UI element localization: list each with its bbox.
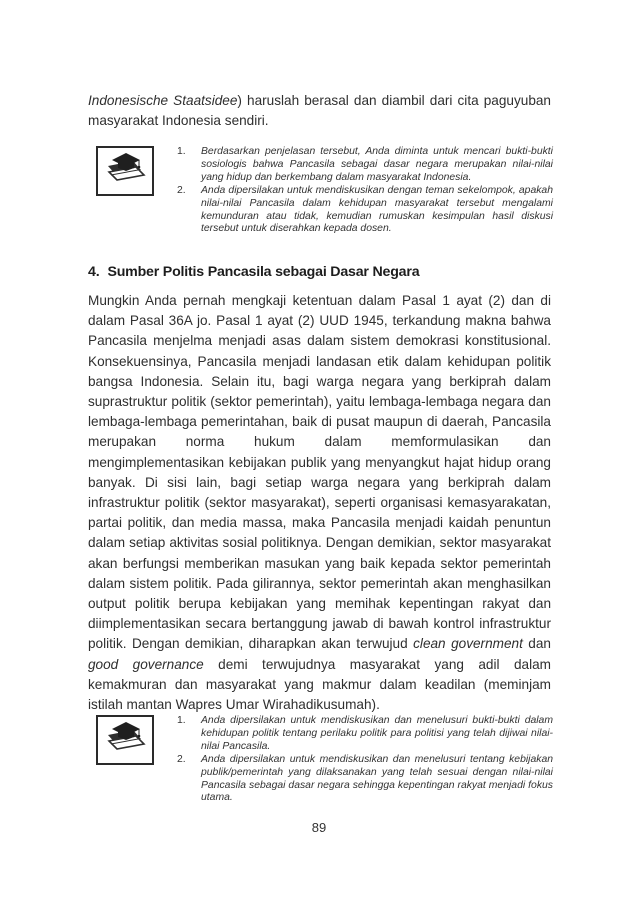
body-text-part-1: Mungkin Anda pernah mengkaji ketentuan dalam Pasal 1 ayat (2) dan di dalam Pasal 36A jo. Pasal 1 ayat (2) UUD 1945, terkandung makna bahwa Pancasila menjelma menjadi asas dalam sistem demokrasi konstitusional. Konsekuensinya, Pancasila menjadi landasan etik dalam kehidupan politik bangsa Indonesia. Selain itu, bagi warga negara yang berkiprah dalam suprastruktur politik (sektor pemerintah), yaitu lembaga-lembaga negara dan lembaga-lembaga pemerintahan, baik di pusat maupun di daerah, Pancasila merupakan norma hukum dalam memformulasikan dan mengimplementasikan kebijakan publik yang menyangkut hajat hidup orang banyak. Di sisi lain, bagi setiap warga negara yang berkiprah dalam infrastruktur politik (sektor masyarakat), seperti organisasi kemasyarakatan, partai politik, dan media massa, maka Pancasila menjadi kaidah penuntun dalam setiap aktivitas sosial politiknya. Dengan demikian, sektor masyarakat akan berfungsi memberikan masukan yang baik kepada sektor pemerintah dalam sistem politik. Pada gilirannya, sektor pemerintah akan menghasilkan output politik berupa kebijakan yang memihak kepentingan rakyat dan diimplementasikan secara bertanggung jawab di bawah kontrol infrastruktur politik. Dengan demikian, diharapkan akan terwujud <box>88 293 551 652</box>
page-number: 89 <box>311 820 327 835</box>
italic-term-good-governance: good governance <box>88 656 204 672</box>
list-item <box>177 715 553 754</box>
italic-term-clean-government: clean government <box>413 636 523 652</box>
list-item-text: Anda dipersilakan untuk mendiskusikan dengan teman sekelompok, apakah nilai-nilai Pancasila dalam kehidupan masyarakat tersebut mengalami kemunduran atau tidak, kemudian rumuskan kesimpulan hasil diskusi tersebut untuk diserahkan kepada dosen. <box>201 184 553 235</box>
graduation-cap-on-book-icon <box>96 146 154 196</box>
list-item <box>177 146 553 185</box>
list-item-number: 2. <box>177 184 186 196</box>
activity-2-list <box>177 715 553 805</box>
intro-paragraph <box>88 91 551 131</box>
list-item-number: 2. <box>177 753 186 765</box>
graduation-cap-on-book-icon <box>96 715 154 765</box>
intro-italic-term: Indonesische Staatsidee <box>88 93 238 108</box>
section-title-text: Sumber Politis Pancasila sebagai Dasar Negara <box>107 264 420 280</box>
list-item-text: Berdasarkan penjelasan tersebut, Anda diminta untuk mencari bukti-bukti sosiologis bahwa Pancasila sebagai dasar negara merupakan nilai-nilai yang hidup dan berkembang dalam masyarakat Indonesia. <box>201 146 553 183</box>
section-number: 4. <box>88 264 100 280</box>
list-item-text: Anda dipersilakan untuk mendiskusikan dan menelusuri tentang kebijakan publik/pemerintah yang dilaksanakan yang telah sesuai dengan nilai-nilai Pancasila sebagai dasar negara sehingga kepentingan rakyat menjadi fokus utama. <box>201 753 553 804</box>
activity-1-list <box>177 146 553 236</box>
list-item <box>177 754 553 806</box>
intro-text: ) haruslah berasal dan diambil dari cita paguyuban masyarakat Indonesia sendiri. <box>88 93 551 129</box>
body-text-part-2: dan <box>522 636 551 652</box>
list-item-text: Anda dipersilakan untuk mendiskusikan dan menelusuri bukti-bukti dalam kehidupan politik tentang perilaku politik para politisi yang telah dijiwai nilai-nilai Pancasila. <box>201 715 553 752</box>
body-paragraph <box>88 291 551 715</box>
body-text-part-3: demi terwujudnya masyarakat yang adil dalam kemakmuran dan masyarakat yang makmur dalam keadilan (meminjam istilah mantan Wapres Umar Wirahadikusumah). <box>88 656 551 713</box>
list-item-number: 1. <box>177 146 186 157</box>
list-item <box>177 185 553 237</box>
section-heading <box>88 264 419 280</box>
list-item-number: 1. <box>177 715 186 726</box>
